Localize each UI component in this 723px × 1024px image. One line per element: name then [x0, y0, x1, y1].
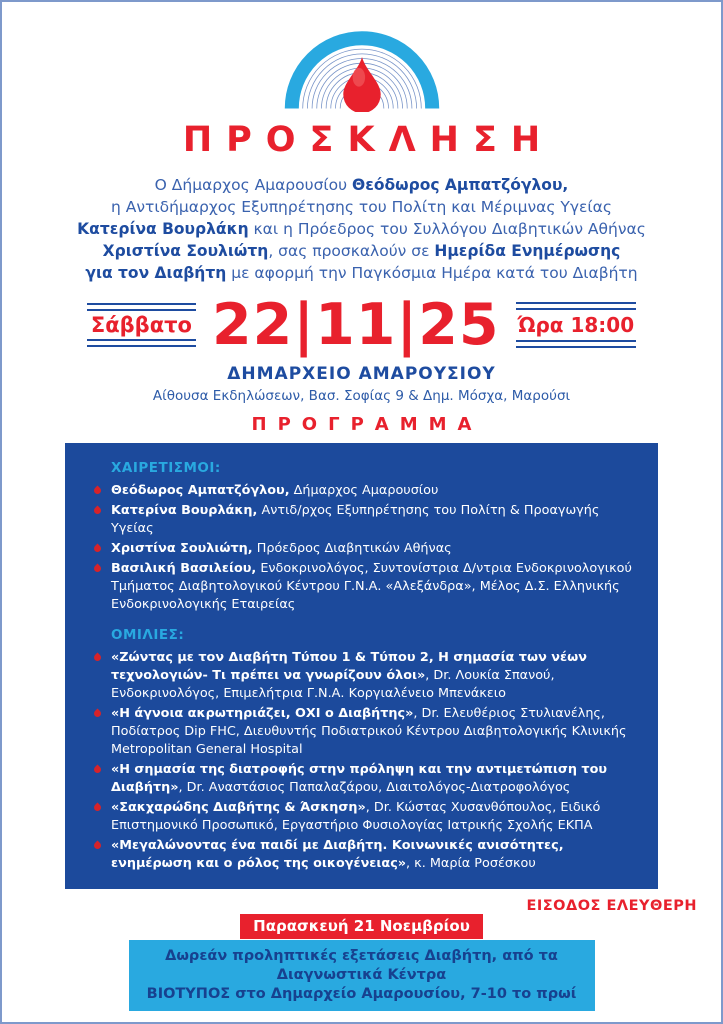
header: [2, 2, 721, 116]
free-tests-banner: [129, 940, 595, 1011]
double-line-top: [87, 303, 196, 311]
day-label: Σάββατο: [90, 313, 192, 337]
program-item: Κατερίνα Βουρλάκη, Αντιδ/ρχος Εξυπηρέτησης του Πολίτη & Προαγωγής Υγείας: [85, 502, 636, 538]
date-row: [2, 292, 721, 358]
talks-list: [85, 649, 636, 873]
intro-line: η Αντιδήμαρχος Εξυπηρέτησης του Πολίτη και Μέριμνας Υγείας: [111, 198, 612, 216]
program-item: «Η άγνοια ακρωτηριάζει, ΟΧΙ ο Διαβήτης», Dr. Ελευθέριος Στυλιανέλης, Ποδίατρος Dip FHC, Διευθυντής Ποδιατρικού Κέντρου Διαβητολογικής Κλινικής Metropolitan General Hospital: [85, 705, 636, 759]
program-item: Βασιλική Βασιλείου, Ενδοκρινολόγος, Συντονίστρια Δ/ντρια Ενδοκρινολογικού Τμήματος Διαβητολογικού Κέντρου Γ.Ν.Α. «Αλεξάνδρα», Μέλος Δ.Σ. Ελληνικής Ενδοκρινολογικής Εταιρείας: [85, 560, 636, 614]
drop-bullet-icon: [93, 564, 103, 574]
day-block: [87, 303, 196, 347]
intro-line: Κατερίνα Βουρλάκη και η Πρόεδρος του Συλλόγου Διαβητικών Αθήνας: [77, 220, 646, 238]
intro-paragraph: [2, 174, 721, 284]
blood-drop-arc-logo: [284, 30, 440, 112]
program-item: «Η σημασία της διατροφής στην πρόληψη και την αντιμετώπιση του Διαβήτη», Dr. Αναστάσιος Παπαλαζάρου, Διαιτολόγος-Διατροφολόγος: [85, 761, 636, 797]
drop-bullet-icon: [93, 506, 103, 516]
double-line-bottom: [516, 340, 637, 348]
event-date: 22|11|25: [211, 292, 500, 358]
program-item: Θεόδωρος Αμπατζόγλου, Δήμαρχος Αμαρουσίου: [85, 482, 636, 500]
drop-bullet-icon: [93, 803, 103, 813]
program-item: «Μεγαλώνοντας ένα παιδί με Διαβήτη. Κοινωνικές ανισότητες, ενημέρωση και ο ρόλος της οικογένειας», κ. Μαρία Ροσέσκου: [85, 837, 636, 873]
drop-bullet-icon: [93, 709, 103, 719]
program-heading: ΠΡΟΓΡΑΜΜΑ: [251, 414, 483, 435]
drop-bullet-icon: [93, 765, 103, 775]
greetings-list: [85, 482, 636, 614]
time-label: Ώρα 18:00: [517, 313, 635, 337]
banner-line-2: ΒΙΟΤΥΠΟΣ στο Δημαρχείο Αμαρουσίου, 7-10 το πρωί: [146, 986, 577, 1002]
drop-bullet-icon: [93, 544, 103, 554]
intro-line: για τον Διαβήτη με αφορμή την Παγκόσμια Ημέρα κατά του Διαβήτη: [85, 264, 638, 282]
program-item: «Σακχαρώδης Διαβήτης & Άσκηση», Dr. Κώστας Χυσανθόπουλος, Ειδικό Επιστημονικό Προσωπικό, Εργαστήριο Φυσιολογίας Ιατρικής Σχολής ΕΚΠΑ: [85, 799, 636, 835]
program-item: Χριστίνα Σουλιώτη, Πρόεδρος Διαβητικών Αθήνας: [85, 540, 636, 558]
banner-line-1: Δωρεάν προληπτικές εξετάσεις Διαβήτη, από τα Διαγνωστικά Κέντρα: [165, 948, 558, 983]
screening-date-badge: Παρασκευή 21 Νοεμβρίου: [240, 914, 483, 939]
double-line-bottom: [87, 339, 196, 347]
drop-bullet-icon: [93, 841, 103, 851]
venue-address: Αίθουσα Εκδηλώσεων, Βασ. Σοφίας 9 & Δημ. Μόσχα, Μαρούσι: [152, 388, 571, 404]
program-item: «Ζώντας με τον Διαβήτη Τύπου 1 & Τύπου 2, Η σημασία των νέων τεχνολογιών- Τι πρέπει να γνωρίζουν όλοι», Dr. Λουκία Σπανού, Ενδοκρινολόγος, Επιμελήτρια Γ.Ν.Α. Κοργιαλένειο Μπενάκειο: [85, 649, 636, 703]
free-entrance-note: ΕΙΣΟΔΟΣ ΕΛΕΥΘΕΡΗ: [526, 898, 697, 914]
intro-line: Χριστίνα Σουλιώτη, σας προσκαλούν σε Ημερίδα Ενημέρωσης: [102, 242, 621, 260]
drop-bullet-icon: [93, 486, 103, 496]
venue-name: ΔΗΜΑΡΧΕΙΟ ΑΜΑΡΟΥΣΙΟΥ: [227, 364, 496, 384]
intro-line: Ο Δήμαρχος Αμαρουσίου Θεόδωρος Αμπατζόγλου,: [154, 176, 569, 194]
drop-bullet-icon: [93, 653, 103, 663]
talks-heading: ΟΜΙΛΙΕΣ:: [111, 627, 185, 643]
program-box: [65, 443, 658, 889]
time-block: [516, 302, 637, 348]
double-line-top: [516, 302, 637, 310]
page-title: ΠΡΟΣΚΛΗΣΗ: [182, 120, 555, 160]
greetings-heading: ΧΑΙΡΕΤΙΣΜΟΙ:: [111, 460, 221, 476]
